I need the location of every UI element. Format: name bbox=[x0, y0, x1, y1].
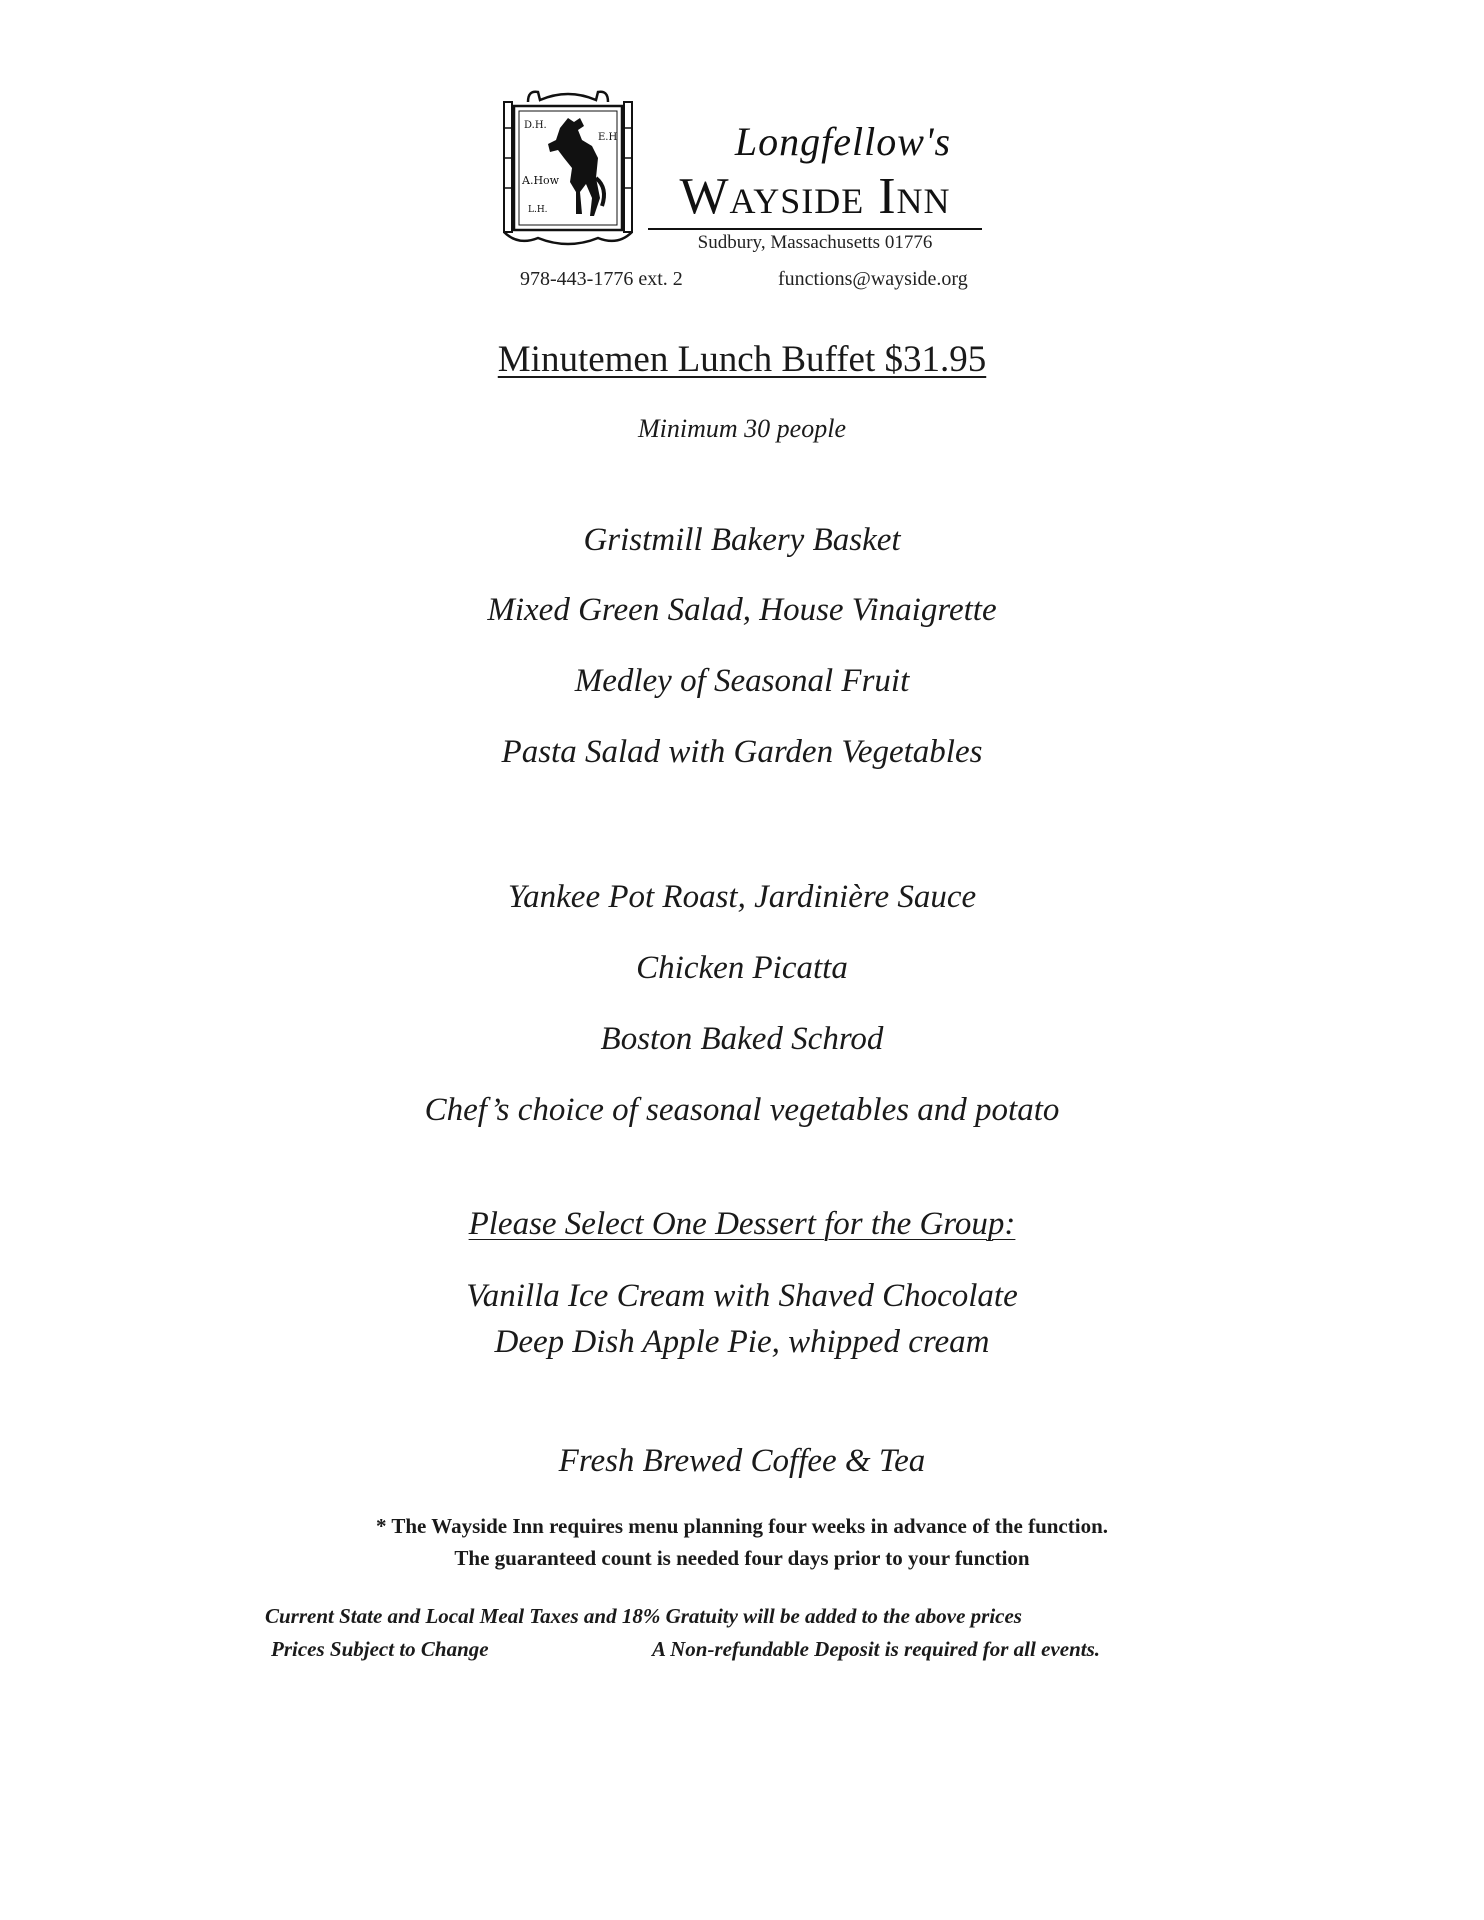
menu-minimum: Minimum 30 people bbox=[638, 414, 846, 443]
entree-item: Chicken Picatta bbox=[636, 950, 848, 986]
menu-title: Minutemen Lunch Buffet $31.95 bbox=[497, 339, 987, 380]
starter-item: Gristmill Bakery Basket bbox=[583, 522, 901, 558]
deposit-note: A Non-refundable Deposit is required for all events. bbox=[652, 1637, 1101, 1661]
wayside-inn-sign-logo bbox=[498, 88, 638, 248]
entree-item: Chef’s choice of seasonal vegetables and potato bbox=[424, 1092, 1060, 1128]
planning-note: * The Wayside Inn requires menu planning four weeks in advance of the function. bbox=[375, 1514, 1109, 1538]
dessert-item: Vanilla Ice Cream with Shaved Chocolate bbox=[466, 1278, 1018, 1314]
dessert-heading: Please Select One Dessert for the Group: bbox=[468, 1206, 1016, 1242]
header-divider bbox=[648, 228, 982, 230]
inn-address: Sudbury, Massachusetts 01776 bbox=[697, 232, 933, 253]
contact-email: functions@wayside.org bbox=[778, 268, 968, 290]
prices-change-note: Prices Subject to Change bbox=[271, 1637, 489, 1661]
taxes-note: Current State and Local Meal Taxes and 18% Gratuity will be added to the above prices bbox=[265, 1604, 1022, 1628]
entree-item: Boston Baked Schrod bbox=[600, 1021, 884, 1057]
sign-letters-dh: D.H. bbox=[524, 120, 547, 131]
beverage-item: Fresh Brewed Coffee & Tea bbox=[558, 1443, 926, 1479]
starter-item: Mixed Green Salad, House Vinaigrette bbox=[487, 592, 997, 628]
starter-item: Pasta Salad with Garden Vegetables bbox=[501, 734, 983, 770]
sign-letters-lh: L.H. bbox=[528, 205, 548, 215]
inn-name: Wayside Inn bbox=[679, 168, 951, 225]
guarantee-note: The guaranteed count is needed four days prior to your function bbox=[454, 1546, 1030, 1570]
contact-phone: 978-443-1776 ext. 2 bbox=[520, 268, 683, 290]
entree-item: Yankee Pot Roast, Jardinière Sauce bbox=[507, 879, 977, 915]
sign-letters-ahow: A.How bbox=[522, 174, 560, 187]
starter-item: Medley of Seasonal Fruit bbox=[574, 663, 910, 699]
script-title: Longfellow's bbox=[734, 119, 952, 164]
sign-letters-eh: E.H bbox=[598, 132, 618, 143]
dessert-item: Deep Dish Apple Pie, whipped cream bbox=[494, 1324, 990, 1360]
